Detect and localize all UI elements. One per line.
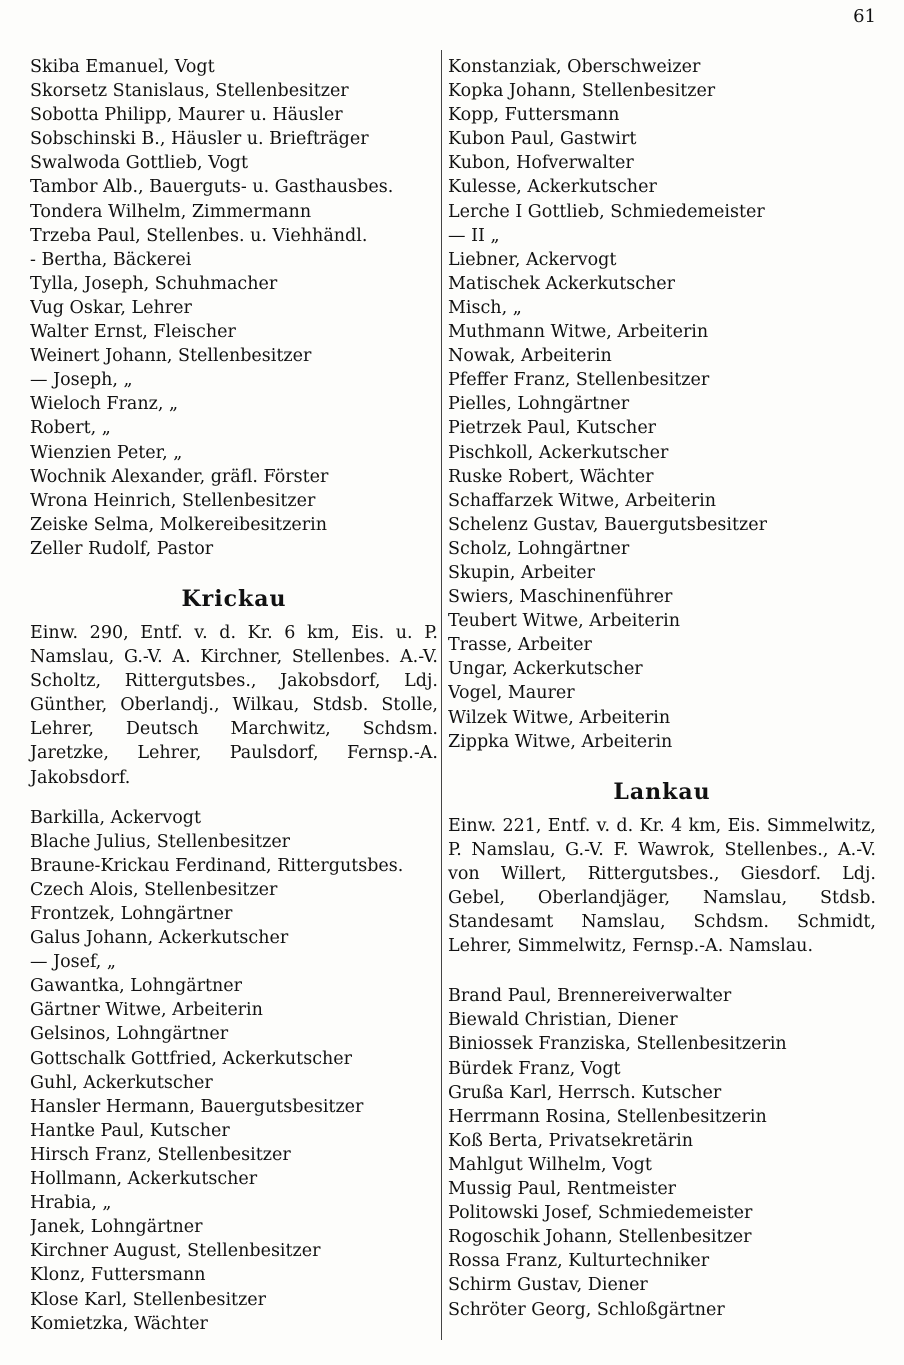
directory-entry: Trasse, Arbeiter	[448, 635, 592, 656]
directory-entry: — Joseph, „	[30, 370, 133, 391]
left-column	[30, 55, 438, 1336]
directory-entry: Gärtner Witwe, Arbeiterin	[30, 1000, 263, 1021]
directory-entry: Frontzek, Lohngärtner	[30, 904, 233, 924]
directory-entry: Biniossek Franziska, Stellenbesitzerin	[448, 1034, 787, 1055]
directory-entry: Klonz, Futtersmann	[30, 1265, 206, 1286]
directory-entry: Walter Ernst, Fleischer	[30, 322, 236, 343]
directory-entry: Vug Oskar, Lehrer	[30, 297, 192, 318]
directory-entry: Kulesse, Ackerkutscher	[448, 177, 657, 198]
directory-entry: Kopka Johann, Stellenbesitzer	[448, 81, 716, 102]
directory-entry: Koß Berta, Privatsekretärin	[448, 1130, 694, 1151]
directory-entry: Gawantka, Lohngärtner	[30, 976, 243, 997]
directory-entry: Trzeba Paul, Stellenbes. u. Viehhändl.	[30, 225, 368, 246]
page-number: 61	[853, 6, 876, 27]
directory-entry: Tondera Wilhelm, Zimmermann	[30, 201, 312, 222]
directory-entry: Skiba Emanuel, Vogt	[30, 57, 215, 77]
directory-entry: Liebner, Ackervogt	[448, 249, 617, 270]
directory-entry: Wieloch Franz, „	[30, 394, 179, 415]
directory-entry: Klose Karl, Stellenbesitzer	[30, 1289, 267, 1310]
directory-entry: Kirchner August, Stellenbesitzer	[30, 1241, 321, 1262]
directory-entry: Swiers, Maschinenführer	[448, 587, 673, 608]
directory-entry: Pischkoll, Ackerkutscher	[448, 442, 669, 463]
directory-entry: Skupin, Arbeiter	[448, 562, 595, 583]
directory-entry: Vogel, Maurer	[448, 683, 575, 704]
directory-entry: Pfeffer Franz, Stellenbesitzer	[448, 370, 710, 391]
directory-entry: Kubon, Hofverwalter	[448, 153, 634, 174]
directory-entry: Tambor Alb., Bauerguts- u. Gasthausbes.	[30, 177, 394, 198]
directory-entry: Zeiske Selma, Molkereibesitzerin	[30, 514, 328, 535]
directory-entry: Tylla, Joseph, Schuhmacher	[30, 273, 278, 294]
directory-entry: Ungar, Ackerkutscher	[448, 659, 643, 680]
directory-entry: — II „	[448, 225, 500, 246]
directory-entry: Weinert Johann, Stellenbesitzer	[30, 346, 312, 367]
directory-entry: Schaffarzek Witwe, Arbeiterin	[448, 490, 717, 511]
directory-entry: Braune-Krickau Ferdinand, Rittergutsbes.	[30, 855, 404, 876]
directory-entry: Czech Alois, Stellenbesitzer	[30, 879, 278, 900]
directory-entry: Misch, „	[448, 297, 522, 318]
directory-entry: Kubon Paul, Gastwirt	[448, 129, 637, 150]
directory-entry: Hollmann, Ackerkutscher	[30, 1169, 258, 1190]
directory-entry: Schirm Gustav, Diener	[448, 1275, 648, 1296]
directory-entry: Teubert Witwe, Arbeiterin	[448, 611, 681, 632]
directory-entry: Nowak, Arbeiterin	[448, 346, 612, 367]
directory-entry: Zeller Rudolf, Pastor	[30, 538, 214, 559]
directory-entry: Rossa Franz, Kulturtechniker	[448, 1251, 710, 1272]
directory-entry: Galus Johann, Ackerkutscher	[30, 928, 289, 949]
directory-entry: Biewald Christian, Diener	[448, 1010, 678, 1031]
directory-entry: Gelsinos, Lohngärtner	[30, 1024, 229, 1045]
directory-entry: Gottschalk Gottfried, Ackerkutscher	[30, 1048, 352, 1069]
directory-entry: Wienzien Peter, „	[30, 442, 183, 463]
directory-entry: Pietrzek Paul, Kutscher	[448, 418, 657, 439]
directory-entry: Swalwoda Gottlieb, Vogt	[30, 153, 248, 174]
directory-entry: Rogoschik Johann, Stellenbesitzer	[448, 1227, 752, 1248]
directory-entry: Wrona Heinrich, Stellenbesitzer	[30, 490, 316, 511]
left-entries-bottom	[30, 806, 438, 1336]
directory-entry: Kopp, Futtersmann	[448, 105, 620, 126]
directory-entry: Herrmann Rosina, Stellenbesitzerin	[448, 1106, 767, 1127]
directory-entry: — Josef, „	[30, 952, 116, 973]
directory-entry: Robert, „	[30, 418, 111, 439]
directory-entry: Mussig Paul, Rentmeister	[448, 1179, 677, 1200]
section-title-lankau: Lankau	[613, 778, 711, 805]
directory-entry: Hrabia, „	[30, 1193, 112, 1214]
right-column	[448, 55, 876, 1322]
directory-entry: Janek, Lohngärtner	[30, 1217, 203, 1238]
section-intro-krickau: Einw. 290, Entf. v. d. Kr. 6 km, Eis. u. P. Namslau, G.-V. A. Kirchner, Stellenbes. A.-V. Scholtz, Rittergutsbes., Jakobsdorf, Ldj. Günther, Oberlandj., Wilkau, Stdsb. Stolle, Lehrer, Deutsch Marchwitz, Schdsm. Jaretzke, Lehrer, Paulsdorf, Fernsp.-A. Jakobsdorf.	[30, 622, 438, 788]
directory-entry: Hantke Paul, Kutscher	[30, 1120, 230, 1141]
directory-entry: - Bertha, Bäckerei	[30, 249, 192, 270]
directory-entry: Sobotta Philipp, Maurer u. Häusler	[30, 105, 343, 126]
directory-entry: Ruske Robert, Wächter	[448, 466, 654, 487]
directory-entry: Politowski Josef, Schmiedemeister	[448, 1203, 753, 1224]
directory-entry: Muthmann Witwe, Arbeiterin	[448, 322, 709, 343]
left-entries-top	[30, 55, 438, 561]
section-title-krickau: Krickau	[181, 585, 287, 612]
directory-entry: Schröter Georg, Schloßgärtner	[448, 1299, 725, 1320]
directory-entry: Pielles, Lohngärtner	[448, 394, 630, 415]
directory-entry: Mahlgut Wilhelm, Vogt	[448, 1154, 652, 1175]
directory-entry: Matischek Ackerkutscher	[448, 273, 676, 294]
directory-entry: Skorsetz Stanislaus, Stellenbesitzer	[30, 81, 349, 102]
directory-entry: Scholz, Lohngärtner	[448, 538, 630, 559]
directory-entry: Lerche I Gottlieb, Schmiedemeister	[448, 201, 765, 222]
right-entries-top	[448, 55, 876, 754]
column-divider	[441, 50, 442, 1340]
directory-entry: Guhl, Ackerkutscher	[30, 1072, 213, 1093]
directory-entry: Hirsch Franz, Stellenbesitzer	[30, 1144, 291, 1165]
right-entries-bottom	[448, 984, 876, 1321]
directory-entry: Hansler Hermann, Bauergutsbesitzer	[30, 1096, 364, 1117]
directory-entry: Schelenz Gustav, Bauergutsbesitzer	[448, 514, 767, 535]
directory-entry: Komietzka, Wächter	[30, 1313, 208, 1334]
directory-entry: Barkilla, Ackervogt	[30, 807, 202, 828]
directory-entry: Brand Paul, Brennereiverwalter	[448, 986, 732, 1007]
directory-entry: Zippka Witwe, Arbeiterin	[448, 731, 673, 752]
directory-entry: Wochnik Alexander, gräfl. Förster	[30, 466, 329, 487]
directory-entry: Grußa Karl, Herrsch. Kutscher	[448, 1082, 722, 1103]
directory-entry: Blache Julius, Stellenbesitzer	[30, 831, 291, 852]
directory-entry: Sobschinski B., Häusler u. Briefträger	[30, 129, 369, 150]
section-intro-lankau: Einw. 221, Entf. v. d. Kr. 4 km, Eis. Simmelwitz, P. Namslau, G.-V. F. Wawrok, Stellenbes., A.-V. von Willert, Rittergutsbes., Giesdorf. Ldj. Gebel, Oberlandjäger, Namslau, Stdsb. Standesamt Namslau, Schdsm. Schmidt, Lehrer, Simmelwitz, Fernsp.-A. Namslau.	[448, 815, 876, 957]
directory-entry: Konstanziak, Oberschweizer	[448, 57, 701, 77]
directory-entry: Bürdek Franz, Vogt	[448, 1058, 621, 1079]
directory-entry: Wilzek Witwe, Arbeiterin	[448, 707, 671, 728]
